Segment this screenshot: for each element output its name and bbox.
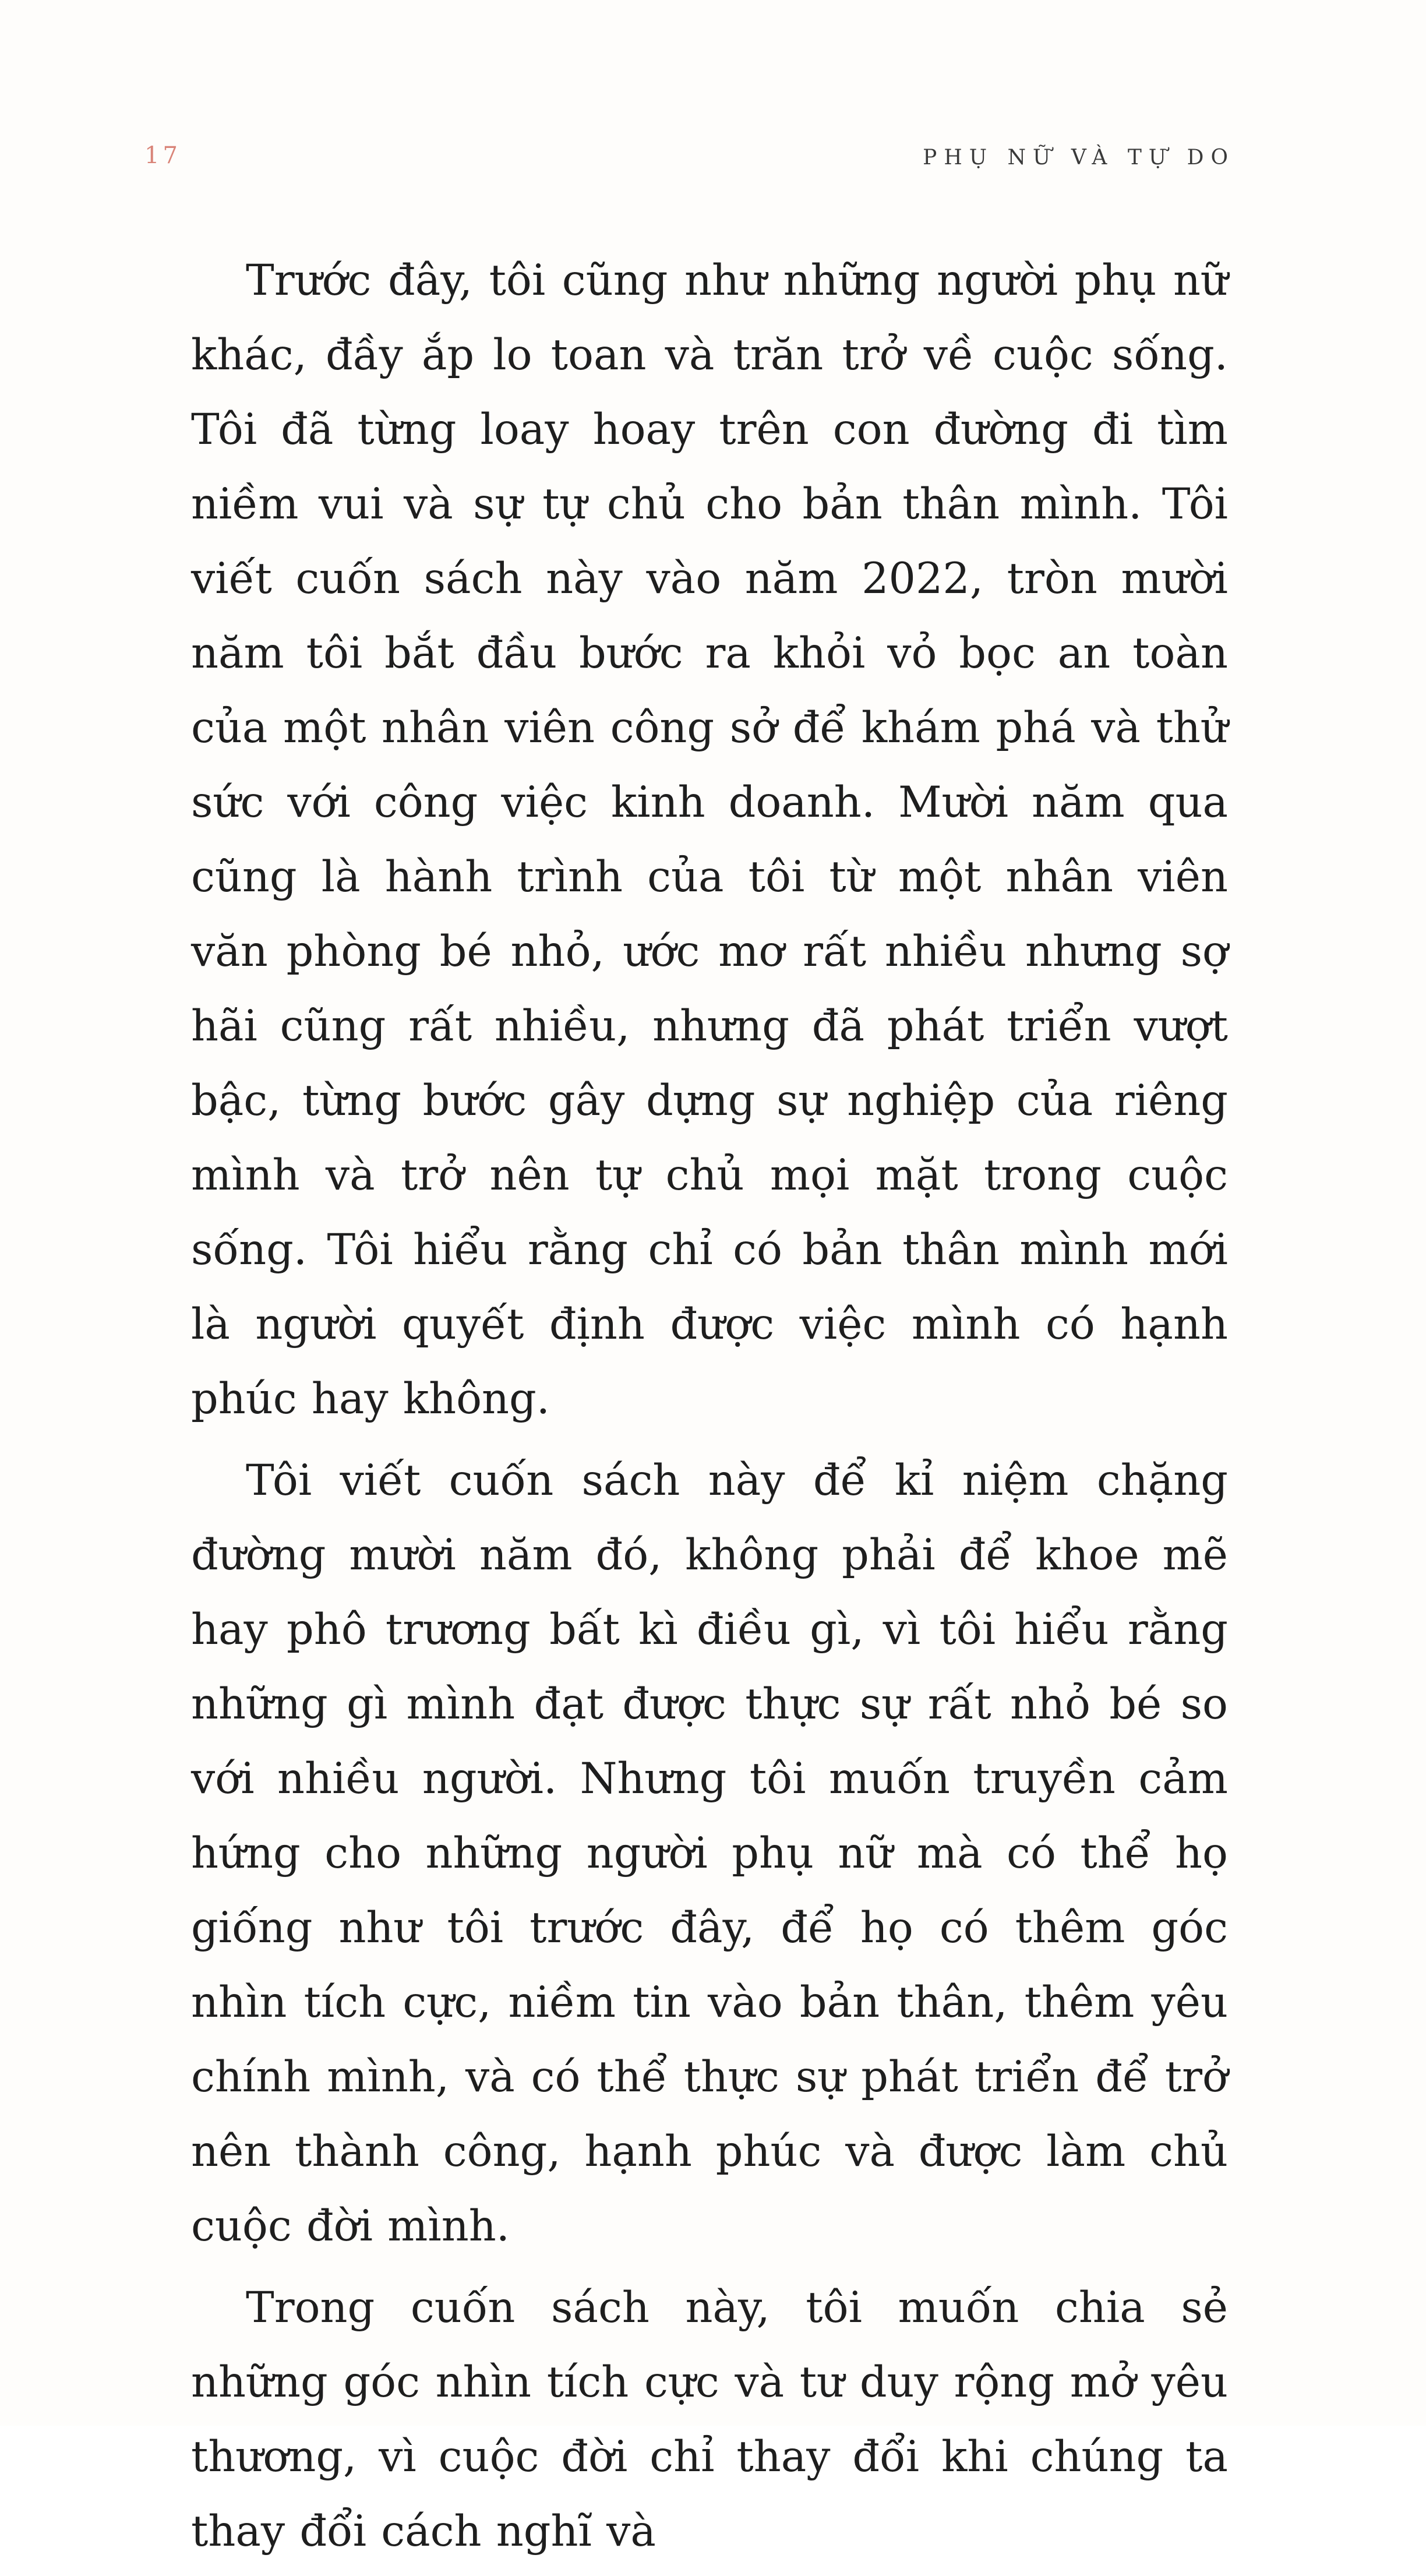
body-text (191, 244, 1228, 2576)
paragraph-2: Tôi viết cuốn sách này để kỉ niệm chặng đường mười năm đó, không phải để khoe mẽ hay phô trương bất kì điều gì, vì tôi hiểu rằng những gì mình đạt được thực sự rất nhỏ bé so với nhiều người. Nhưng tôi muốn truyền cảm hứng cho những người phụ nữ mà có thể họ giống như tôi trước đây, để họ có thêm góc nhìn tích cực, niềm tin vào bản thân, thêm yêu chính mình, và có thể thực sự phát triển để trở nên thành công, hạnh phúc và được làm chủ cuộc đời mình. (191, 1456, 1228, 2251)
page-number: 17 (144, 142, 181, 169)
paragraph-3: Trong cuốn sách này, tôi muốn chia sẻ những góc nhìn tích cực và tư duy rộng mở yêu thương, vì cuộc đời chỉ thay đổi khi chúng ta thay đổi cách nghĩ và (191, 2283, 1228, 2556)
running-head-title: PHỤ NỮ VÀ TỰ DO (923, 146, 1235, 170)
paragraph-1: Trước đây, tôi cũng như những người phụ nữ khác, đầy ắp lo toan và trăn trở về cuộc sống. Tôi đã từng loay hoay trên con đường đi tìm niềm vui và sự tự chủ cho bản thân mình. Tôi viết cuốn sách này vào năm 2022, tròn mười năm tôi bắt đầu bước ra khỏi vỏ bọc an toàn của một nhân viên công sở để khám phá và thử sức với công việc kinh doanh. Mười năm qua cũng là hành trình của tôi từ một nhân viên văn phòng bé nhỏ, ước mơ rất nhiều nhưng sợ hãi cũng rất nhiều, nhưng đã phát triển vượt bậc, từng bước gây dựng sự nghiệp của riêng mình và trở nên tự chủ mọi mặt trong cuộc sống. Tôi hiểu rằng chỉ có bản thân mình mới là người quyết định được việc mình có hạnh phúc hay không. (191, 256, 1228, 1424)
